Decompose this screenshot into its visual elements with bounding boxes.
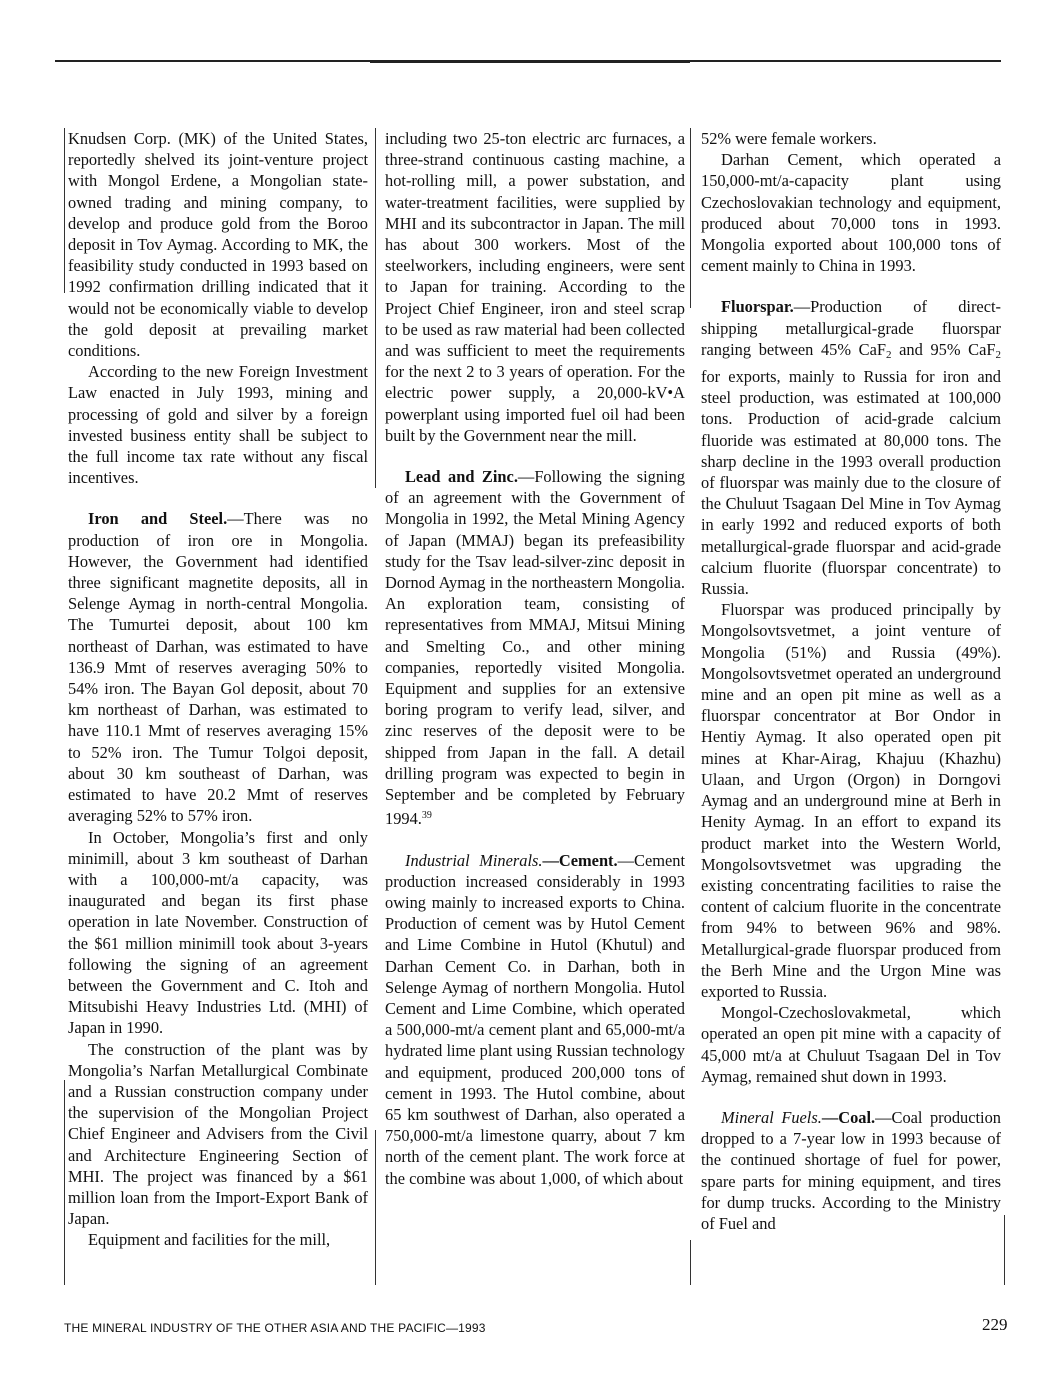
top-rule-thick xyxy=(370,60,690,63)
section-heading: Industrial Minerals. xyxy=(405,850,543,870)
subscript: 2 xyxy=(886,348,892,361)
paragraph: 52% were female workers. xyxy=(701,129,877,148)
section-heading: Iron and Steel. xyxy=(88,509,228,529)
paragraph: Fluorspar was produced principally by Mongolsovtsvetmet, a joint venture of Mongolia (51%) and Russia (49%). Mongolsovtsvetmet operated an underground mine and an open pit mine as well as a fluorspar concentrator at Bor Ondor in Hentiy Aymag. It also operated open pit mines at Khar-Airag, Khajuu (Khazhu) Ulaan, and Urgon (Orgon) in Dorngovi Aymag and an underground mine at Berh in Henity Aymag. In an effort to expand its product market into the Western World, Mongolsovtsvetmet was upgrading the existing concentrating facilities to raise the content of calcium fluorite in the concentrate from 94% to between 96% and 98%. Metallurgical-grade fluorspar produced from the Berh Mine and the Urgon Mine was exported to Russia. xyxy=(701,600,1001,1001)
section-industrial-minerals xyxy=(385,850,685,1189)
section-fluorspar xyxy=(701,296,1001,599)
paragraph: According to the new Foreign Investment Law enacted in July 1993, mining and processing of gold and silver by a foreign invested business entity shall be subject to the full income tax rate without any fiscal incentives. xyxy=(68,362,368,488)
section-text: and 95% CaF xyxy=(891,339,996,359)
page-number: 229 xyxy=(982,1315,1008,1334)
section-text: —Following the signing of an agreement with the Government of Mongolia in 1992, the Metal Mining Agency of Japan (MMAJ) began its prefeasibility study for the Tsav lead-silver-zinc deposit in Dornod Aymag in the northeastern Mongolia. An exploration team, consisting of representatives from MMAJ, Mitsui Mining and Smelting Co., and other mining companies, reportedly visited Mongolia. Equipment and supplies for an extensive boring program to verify lead, silver, and zinc reserves of the deposit were to be shipped from Japan in the fall. A detail drilling program was expected to begin in September and be completed by February 1994. xyxy=(385,467,685,829)
subscript: 2 xyxy=(995,348,1001,361)
column-divider-right xyxy=(1004,1215,1005,1285)
column-divider-2 xyxy=(690,128,691,308)
section-iron-steel xyxy=(68,508,368,826)
paragraph: In October, Mongolia’s first and only minimill, about 3 km southeast of Darhan with a 100,000-mt/a capacity, was inaugurated and began its first phase operation in late November. Construction of the $61 million minimill took about 3-years following the signing of an agreement between the Government and C. Itoh and Mitsubishi Heavy Industries Ltd. (MHI) of Japan in 1990. xyxy=(68,827,368,1038)
section-lead-zinc xyxy=(385,466,685,829)
subsection-heading: —Cement. xyxy=(542,850,618,870)
paragraph: Equipment and facilities for the mill, xyxy=(88,1230,331,1250)
paragraph: Darhan Cement, which operated a 150,000-mt/a-capacity plant using Czechoslovakian technology and equipment, produced about 70,000 tons in 1993. Mongolia exported about 100,000 tons of cement mainly to China in 1993. xyxy=(701,150,1001,276)
column-divider-1 xyxy=(375,128,376,488)
column-divider-1-lower xyxy=(375,1130,376,1285)
section-text: for exports, mainly to Russia for iron and steel production, was estimated at 100,000 tons. Production of acid-grade calcium fluoride was estimated at 80,000 tons. The sharp decline in the 1993 overall production of fluorspar was mainly due to the closure of the Chuluut Tsagaan Del Mine in Tov Aymag in early 1992 and reduced exports of both metallurgical-grade fluorspar and acid-grade calcium fluorite (fluorspar concentrate) to Russia. xyxy=(701,367,1001,599)
column-divider-2-lower xyxy=(690,1240,691,1285)
section-text: —Production of direct-shipping metallurgical-grade fluorspar ranging between 45% CaF xyxy=(701,297,1001,359)
paragraph: Knudsen Corp. (MK) of the United States, reportedly shelved its joint-venture project with Mongol Erdene, a Mongolian state-owned trading and mining company, to develop and produce gold from the Boroo deposit in Tov Aymag. According to MK, the feasibility study conducted in 1993 based on 1992 confirmation drilling indicated that it would not be economically viable to develop the gold deposit at prevailing market conditions. xyxy=(68,129,368,361)
section-text: —Cement production increased considerably in 1993 owing mainly to increased exports to China. Production of cement was by Hutol Cement and Lime Combine in Hutol (Khutul) and Darhan Cement Co. in Darhan, both in Selenge Aymag of northern Mongolia. Hutol Cement and Lime Combine, which operated a 500,000-mt/a cement plant and 65,000-mt/a hydrated lime plant using Russian technology and equipment, produced 200,000 tons of cement in 1993. The Hutol combine, about 65 km southwest of Darhan, also operated a 750,000-mt/a limestone quarry, about 7 km north of the cement plant. The work force at the combine was about 1,000, of which about xyxy=(385,850,685,1188)
column-divider-left-lower xyxy=(64,1080,65,1285)
column-1 xyxy=(68,128,368,1251)
paragraph: including two 25-ton electric arc furnaces, a three-strand continuous casting machine, a hot-rolling mill, a power substation, and water-treatment facilities, were supplied by MHI and its subcontractor in Japan. The mill has about 300 workers. Most of the steelworkers, including engineers, were sent to Japan for training. According to the Project Chief Engineer, iron and steel scrap to be used as raw material had been collected and was sufficient to meet the requirements for the next 2 to 3 years of operation. For the electric power supply, a 20,000-kV•A powerplant using imported fuel oil had been built by the Government near the mill. xyxy=(385,129,685,445)
column-3 xyxy=(701,128,1001,1234)
subsection-heading: —Coal. xyxy=(821,1107,876,1127)
section-text: —There was no production of iron ore in Mongolia. However, the Government had identified three significant magnetite deposits, all in Selenge Aymag in north-central Mongolia. The Tumurtei deposit, about 100 km northeast of Darhan, was estimated to have 136.9 Mmt of reserves averaging 50% to 54% iron. The Bayan Gol deposit, about 70 km northeast of Darhan, was estimated to have 110.1 Mmt of reserves averaging 15% to 52% iron. The Tumur Tolgoi deposit, about 30 km southeast of Darhan, was estimated to have 20.2 Mmt of reserves averaging 52% to 57% iron. xyxy=(68,509,368,826)
section-mineral-fuels xyxy=(701,1107,1001,1234)
section-text: —Coal production dropped to a 7-year low in 1993 because of the continued shortage of fuel for power, spare parts for mining equipment, and tires for dump trucks. According to the Ministry of Fuel and xyxy=(701,1107,1001,1233)
running-footer: THE MINERAL INDUSTRY OF THE OTHER ASIA AND THE PACIFIC—1993 xyxy=(64,1321,486,1335)
footnote-ref: 39 xyxy=(421,810,432,822)
column-divider-left xyxy=(64,128,65,293)
paragraph: Mongol-Czechoslovakmetal, which operated an open pit mine with a capacity of 45,000 mt/a at Chuluut Tsagaan Del in Tov Aymag, remained shut down in 1993. xyxy=(701,1003,1001,1086)
section-heading: Lead and Zinc. xyxy=(405,467,518,487)
section-heading: Mineral Fuels. xyxy=(721,1107,822,1127)
paragraph: The construction of the plant was by Mongolia’s Narfan Metallurgical Combinate and a Russian construction company under the supervision of the Mongolian Project Chief Engineer and Advisers from the Civil and Architecture Engineering Section of MHI. The project was financed by a $61 million loan from the Import-Export Bank of Japan. xyxy=(68,1039,368,1229)
column-2 xyxy=(385,128,685,1189)
section-heading: Fluorspar. xyxy=(721,297,794,317)
